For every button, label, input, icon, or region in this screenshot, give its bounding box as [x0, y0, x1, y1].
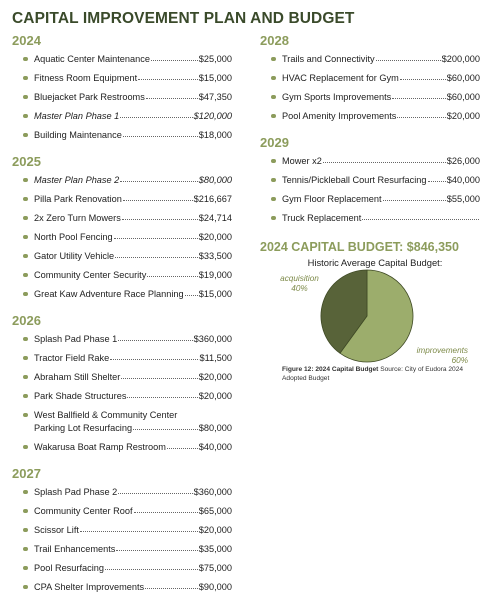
right-column — [260, 33, 480, 231]
list-item: Gym Sports Improvements $60,000 — [260, 91, 480, 103]
bullet-icon — [23, 254, 28, 259]
bullet-icon — [23, 375, 28, 380]
list-item: Pool Resurfacing $75,000 — [12, 562, 232, 574]
year-heading-2025: 2025 — [12, 154, 41, 169]
left-column — [12, 33, 232, 600]
bullet-icon — [23, 547, 28, 552]
chart-title: Historic Average Capital Budget: — [307, 257, 443, 268]
bullet-icon — [23, 528, 28, 533]
bullet-icon — [271, 178, 276, 183]
bullet-icon — [23, 95, 28, 100]
bullet-icon — [23, 76, 28, 81]
bullet-icon — [23, 197, 28, 202]
year-heading-2024: 2024 — [12, 33, 41, 48]
bullet-icon — [271, 197, 276, 202]
list-item: Gator Utility Vehicle $33,500 — [12, 250, 232, 262]
bullet-icon — [23, 585, 28, 590]
year-heading-2029: 2029 — [260, 135, 289, 150]
bullet-icon — [23, 566, 28, 571]
year-heading-2026: 2026 — [12, 313, 41, 328]
bullet-icon — [271, 159, 276, 164]
slice-label-acquisition: acquisition 40% — [280, 274, 319, 293]
list-item: North Pool Fencing $20,000 — [12, 231, 232, 243]
list-item: Trail Enhancements $35,000 — [12, 543, 232, 555]
list-item: Mower x2 $26,000 — [260, 155, 480, 167]
year-heading-2028: 2028 — [260, 33, 289, 48]
bullet-icon — [23, 413, 28, 418]
list-item: Scissor Lift $20,000 — [12, 524, 232, 536]
bullet-icon — [271, 76, 276, 81]
list-item: CPA Shelter Improvements $90,000 — [12, 581, 232, 593]
list-item: HVAC Replacement for Gym $60,000 — [260, 72, 480, 84]
list-item: Master Plan Phase 2 $80,000 — [12, 174, 232, 186]
list-item: Gym Floor Replacement $55,000 — [260, 193, 480, 205]
list-item: Master Plan Phase 1 $120,000 — [12, 110, 232, 122]
year-heading-2027: 2027 — [12, 466, 41, 481]
bullet-icon — [23, 292, 28, 297]
bullet-icon — [23, 178, 28, 183]
bullet-icon — [23, 356, 28, 361]
bullet-icon — [23, 445, 28, 450]
bullet-icon — [23, 216, 28, 221]
list-item: Splash Pad Phase 1 $360,000 — [12, 333, 232, 345]
bullet-icon — [271, 114, 276, 119]
list-item: Trails and Connectivity $200,000 — [260, 53, 480, 65]
list-item: Pool Amenity Improvements $20,000 — [260, 110, 480, 122]
bullet-icon — [23, 133, 28, 138]
list-item: Great Kaw Adventure Race Planning $15,000 — [12, 288, 232, 300]
bullet-icon — [23, 114, 28, 119]
list-item: Bluejacket Park Restrooms $47,350 — [12, 91, 232, 103]
bullet-icon — [23, 509, 28, 514]
bullet-icon — [23, 394, 28, 399]
list-item: Splash Pad Phase 2 $360,000 — [12, 486, 232, 498]
list-item: West Ballfield & Community Center Parking Lot Resurfacing $80,000 — [12, 409, 232, 434]
list-item: Wakarusa Boat Ramp Restroom $40,000 — [12, 441, 232, 453]
bullet-icon — [23, 273, 28, 278]
bullet-icon — [271, 216, 276, 221]
bullet-icon — [271, 95, 276, 100]
bullet-icon — [23, 235, 28, 240]
budget-heading: 2024 CAPITAL BUDGET: $846,350 — [260, 240, 459, 254]
list-item: Park Shade Structures $20,000 — [12, 390, 232, 402]
list-item: Tennis/Pickleball Court Resurfacing $40,000 — [260, 174, 480, 186]
list-item: Tractor Field Rake $11,500 — [12, 352, 232, 364]
list-item: Pilla Park Renovation $216,667 — [12, 193, 232, 205]
list-item: Community Center Security $19,000 — [12, 269, 232, 281]
list-item: Community Center Roof $65,000 — [12, 505, 232, 517]
figure-caption: Figure 12: 2024 Capital Budget Source: City of Eudora 2024 Adopted Budget — [282, 366, 464, 382]
list-item: Abraham Still Shelter $20,000 — [12, 371, 232, 383]
list-item: Truck Replacement — [260, 212, 480, 224]
list-item: 2x Zero Turn Mowers $24,714 — [12, 212, 232, 224]
bullet-icon — [23, 337, 28, 342]
list-item: Fitness Room Equipment $15,000 — [12, 72, 232, 84]
page-title: CAPITAL IMPROVEMENT PLAN AND BUDGET — [12, 10, 355, 27]
bullet-icon — [271, 57, 276, 62]
list-item: Building Maintenance $18,000 — [12, 129, 232, 141]
slice-label-improvements: improvements 60% — [416, 346, 468, 365]
bullet-icon — [23, 57, 28, 62]
bullet-icon — [23, 490, 28, 495]
list-item: Aquatic Center Maintenance $25,000 — [12, 53, 232, 65]
